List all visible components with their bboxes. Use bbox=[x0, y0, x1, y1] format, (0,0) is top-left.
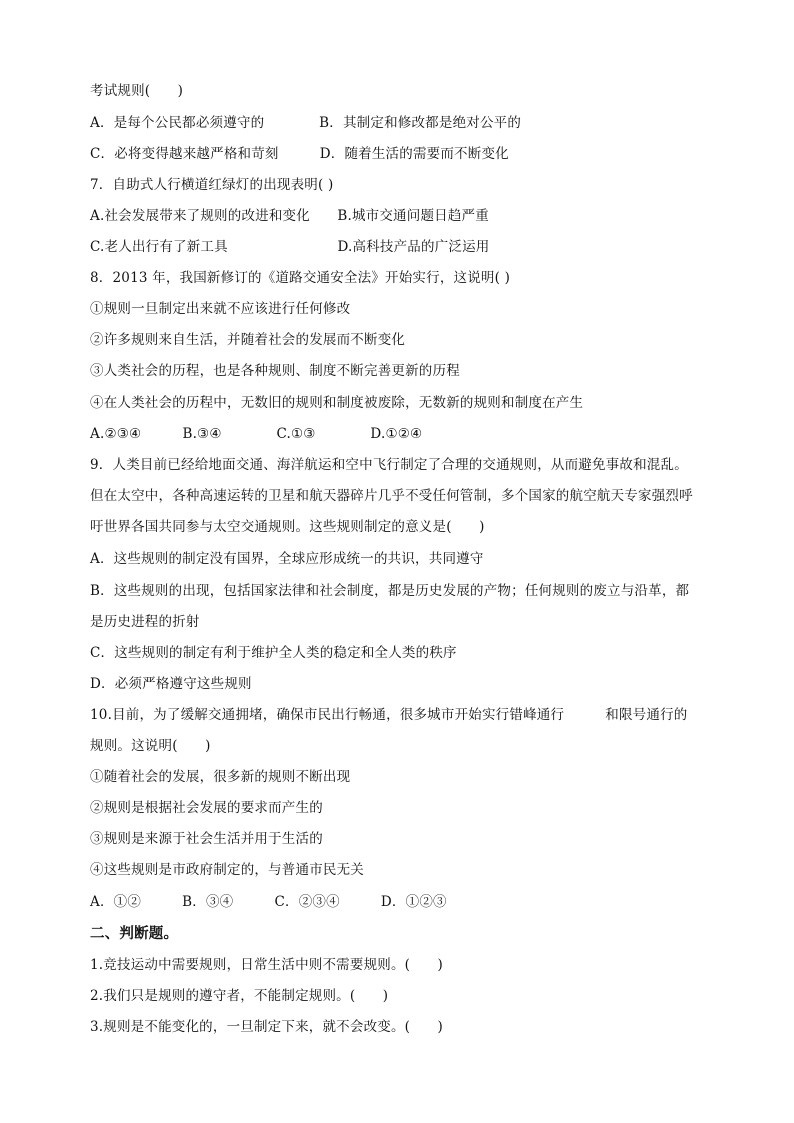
tf-question-2: 2.我们只是规则的遵守者，不能制定规则。( ) bbox=[90, 988, 389, 1004]
q6-options-cd: C．必将变得越来越严格和苛刻 D．随着生活的需要而不断变化 bbox=[90, 146, 509, 162]
q9-stem-line-1: 9．人类目前已经给地面交通、海洋航运和空中飞行制定了合理的交通规则，从而避免事故和混乱。 bbox=[90, 457, 688, 473]
section-heading-true-false: 二、判断题。 bbox=[90, 925, 179, 942]
q7-options-ab: A.社会发展带来了规则的改进和变化 B.城市交通问题日趋严重 bbox=[90, 208, 489, 224]
q8-options: A.②③④ B.③④ C.①③ D.①②④ bbox=[90, 426, 423, 442]
q8-item-4: ④在人类社会的历程中，无数旧的规则和制度被废除，无数新的规则和制度在产生 bbox=[90, 395, 584, 411]
q6-options-ab: A．是每个公民都必须遵守的 B．其制定和修改都是绝对公平的 bbox=[90, 115, 522, 131]
q10-item-2: ②规则是根据社会发展的要求而产生的 bbox=[90, 800, 323, 816]
q9-option-c: C．这些规则的制定有利于维护全人类的稳定和全人类的秩序 bbox=[90, 645, 457, 661]
q10-item-1: ①随着社会的发展，很多新的规则不断出现 bbox=[90, 769, 351, 785]
q9-stem-line-2: 但在太空中，各种高速运转的卫星和航天器碎片几乎不受任何管制，多个国家的航空航天专家强烈呼 bbox=[90, 488, 693, 504]
q10-stem-line-1: 10.目前，为了缓解交通拥堵，确保市民出行畅通，很多城市开始实行错峰通行 和限号通行的 bbox=[90, 707, 688, 723]
q7-options-cd: C.老人出行有了新工具 D.高科技产品的广泛运用 bbox=[90, 239, 490, 255]
q8-item-2: ②许多规则来自生活，并随着社会的发展而不断变化 bbox=[90, 332, 406, 348]
q9-stem-line-3: 吁世界各国共同参与太空交通规则。这些规则制定的意义是( ) bbox=[90, 519, 485, 535]
q10-stem-line-2: 规则。这说明( ) bbox=[90, 738, 211, 754]
q6-stem-tail: 考试规则( ) bbox=[90, 83, 184, 99]
q8-stem: 8．2013 年，我国新修订的《道路交通安全法》开始实行，这说明( ) bbox=[90, 270, 511, 286]
q9-option-d: D．必须严格遵守这些规则 bbox=[90, 676, 252, 692]
q10-item-4: ④这些规则是市政府制定的，与普通市民无关 bbox=[90, 862, 364, 878]
q9-option-a: A．这些规则的制定没有国界，全球应形成统一的共识，共同遵守 bbox=[90, 551, 484, 567]
q8-item-1: ①规则一旦制定出来就不应该进行任何修改 bbox=[90, 301, 351, 317]
q9-option-b: B．这些规则的出现，包括国家法律和社会制度，都是历史发展的产物；任何规则的废立与沿革，都 bbox=[90, 583, 690, 599]
tf-question-1: 1.竞技运动中需要规则，日常生活中则不需要规则。( ) bbox=[90, 957, 444, 973]
q8-item-3: ③人类社会的历程，也是各种规则、制度不断完善更新的历程 bbox=[90, 363, 460, 379]
tf-question-3: 3.规则是不能变化的，一旦制定下来，就不会改变。( ) bbox=[90, 1019, 444, 1035]
q9-option-b-cont: 是历史进程的折射 bbox=[90, 614, 200, 630]
q7-stem: 7．自助式人行横道红绿灯的出现表明( ) bbox=[90, 177, 334, 193]
q10-options: A．①② B．③④ C．②③④ D．①②③ bbox=[90, 894, 447, 910]
q10-item-3: ③规则是来源于社会生活并用于生活的 bbox=[90, 831, 323, 847]
